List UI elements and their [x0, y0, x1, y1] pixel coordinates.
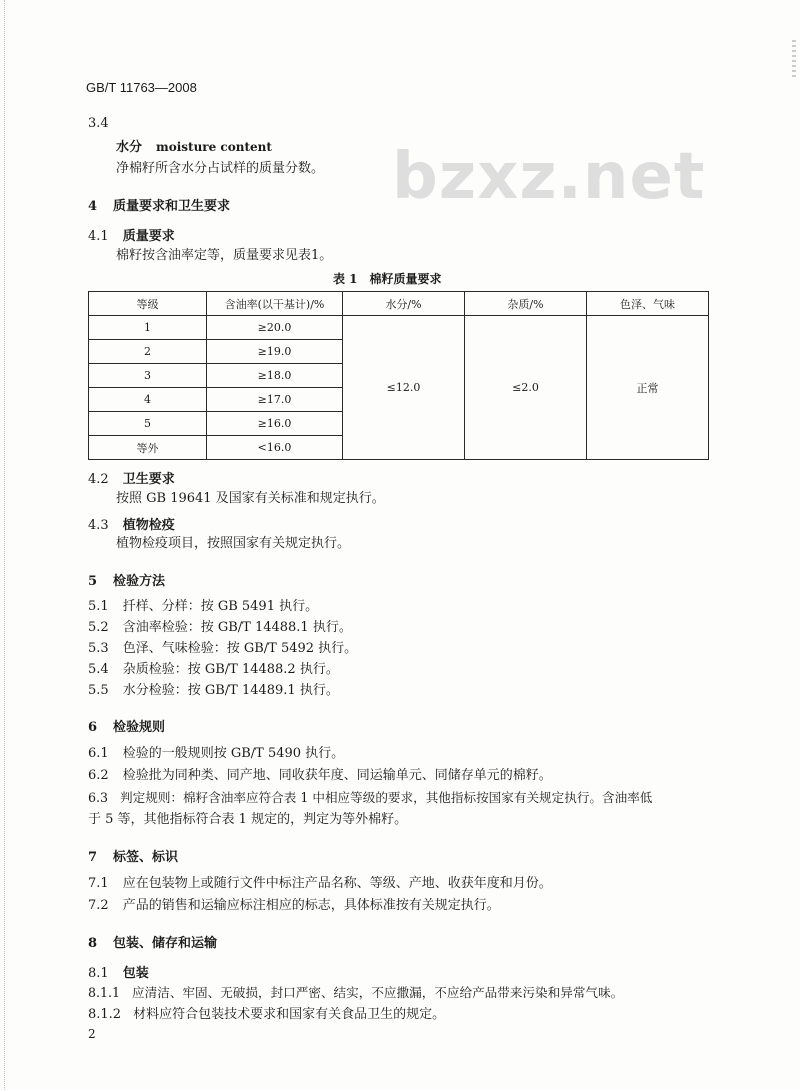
clause-3-4-definition: 净棉籽所含水分占试样的质量分数。: [116, 161, 325, 176]
clause-7-2: [88, 898, 500, 914]
header-impurity: 杂质/%: [465, 292, 587, 316]
grade-cell: 4: [89, 388, 207, 412]
scan-edge: [4, 0, 6, 1090]
clause-text: 判定规则：棉籽含油率应符合表 1 中相应等级的要求，其他指标按国家有关规定执行。含油率低: [120, 790, 653, 805]
clause-text: 色泽、气味检验：按 GB/T 5492 执行。: [122, 641, 358, 656]
section-number: 8: [88, 936, 98, 951]
clause-6-3-continued: 于 5 等，其他指标符合表 1 规定的，判定为等外棉籽。: [88, 812, 408, 827]
clause-text: 应清洁、牢固、无破损，封口严密、结实，不应撒漏，不应给产品带来污染和异常气味。: [132, 985, 624, 1000]
clause-text: 产品的销售和运输应标注相应的标志，具体标准按有关规定执行。: [122, 898, 500, 913]
clause-text: 应在包装物上或随行文件中标注产品名称、等级、产地、收获年度和月份。: [122, 876, 552, 891]
clause-4-3-text: 植物检疫项目，按照国家有关规定执行。: [116, 536, 351, 551]
clause-text: 水分检验：按 GB/T 14489.1 执行。: [122, 683, 339, 698]
header-oil: 含油率(以干基计)/%: [207, 292, 343, 316]
section-number: 5: [88, 574, 98, 589]
term-en: moisture content: [156, 140, 272, 154]
clause-5-1: [88, 599, 318, 615]
clause-number: 5.2: [88, 620, 109, 635]
clause-5-4: [88, 662, 339, 678]
table-header-row: [89, 292, 709, 316]
clause-number: 8.1: [88, 966, 109, 981]
clause-number: 4.2: [88, 472, 109, 487]
clause-title: 植物检疫: [122, 518, 175, 533]
clause-number: 7.1: [88, 876, 109, 891]
clause-number: 6.2: [88, 768, 109, 783]
section-title: 包装、储存和运输: [113, 936, 218, 951]
section-6-heading: [88, 716, 165, 735]
table-row: [89, 316, 709, 340]
header-moisture: 水分/%: [343, 292, 465, 316]
section-5-heading: [88, 570, 165, 589]
grade-cell: 等外: [89, 436, 207, 460]
section-7-heading: [88, 846, 178, 865]
color-smell-cell: 正常: [587, 316, 709, 460]
grade-cell: 5: [89, 412, 207, 436]
section-title: 标签、标识: [113, 850, 179, 865]
page-number: 2: [88, 1027, 96, 1041]
clause-text: 检验的一般规则按 GB/T 5490 执行。: [122, 746, 345, 761]
grade-cell: 3: [89, 364, 207, 388]
clause-5-5: [88, 683, 339, 699]
clause-text: 材料应符合包装技术要求和国家有关食品卫生的规定。: [133, 1007, 446, 1022]
oil-cell: ≥16.0: [207, 412, 343, 436]
table-caption: 表 1 棉籽质量要求: [333, 272, 442, 286]
scan-marks: [792, 40, 796, 80]
clause-4-3-heading: [88, 514, 175, 533]
section-title: 检验方法: [113, 574, 166, 589]
section-number: 4: [88, 199, 98, 214]
clause-3-4-number: 3.4: [88, 116, 109, 131]
clause-number: 7.2: [88, 898, 109, 913]
clause-number: 5.4: [88, 662, 109, 677]
oil-cell: ≥19.0: [207, 340, 343, 364]
quality-table: [88, 291, 709, 460]
oil-cell: <16.0: [207, 436, 343, 460]
clause-4-1-text: 棉籽按含油率定等，质量要求见表1。: [116, 248, 333, 263]
clause-text: 杂质检验：按 GB/T 14488.2 执行。: [122, 662, 339, 677]
clause-5-2: [88, 620, 352, 636]
oil-cell: ≥20.0: [207, 316, 343, 340]
clause-6-1: [88, 746, 344, 762]
grade-cell: 1: [89, 316, 207, 340]
section-number: 7: [88, 850, 98, 865]
clause-number: 8.1.1: [88, 985, 121, 1000]
watermark: bzxz.net: [392, 140, 706, 214]
clause-8-1-2: [88, 1007, 445, 1023]
header-color-smell: 色泽、气味: [587, 292, 709, 316]
impurity-cell: ≤2.0: [465, 316, 587, 460]
clause-4-1-heading: [88, 225, 175, 244]
section-8-heading: [88, 932, 217, 951]
clause-number: 6.3: [88, 790, 109, 805]
term-zh: 水分: [116, 140, 143, 155]
clause-6-2: [88, 768, 552, 784]
clause-title: 卫生要求: [122, 472, 175, 487]
clause-text: 扦样、分样：按 GB 5491 执行。: [122, 599, 319, 614]
clause-4-2-text: 按照 GB 19641 及国家有关标准和规定执行。: [116, 491, 385, 506]
section-title: 检验规则: [113, 720, 166, 735]
section-number: 6: [88, 720, 98, 735]
header-grade: 等级: [89, 292, 207, 316]
oil-cell: ≥18.0: [207, 364, 343, 388]
clause-5-3: [88, 641, 357, 657]
clause-6-3: [88, 790, 652, 806]
clause-text: 检验批为同种类、同产地、同收获年度、同运输单元、同储存单元的棉籽。: [122, 768, 552, 783]
moisture-cell: ≤12.0: [343, 316, 465, 460]
clause-3-4-term: [116, 139, 272, 156]
clause-8-1-heading: [88, 962, 149, 981]
clause-title: 包装: [122, 966, 149, 981]
standard-number: GB/T 11763—2008: [86, 80, 197, 95]
clause-text: 含油率检验：按 GB/T 14488.1 执行。: [122, 620, 352, 635]
clause-number: 4.1: [88, 229, 109, 244]
clause-title: 质量要求: [122, 229, 175, 244]
clause-8-1-1: [88, 985, 623, 1001]
clause-number: 8.1.2: [88, 1007, 122, 1022]
section-4-heading: [88, 195, 230, 214]
clause-number: 5.5: [88, 683, 109, 698]
oil-cell: ≥17.0: [207, 388, 343, 412]
clause-number: 6.1: [88, 746, 109, 761]
clause-number: 5.1: [88, 599, 109, 614]
clause-7-1: [88, 876, 552, 892]
clause-number: 4.3: [88, 518, 109, 533]
section-title: 质量要求和卫生要求: [113, 199, 231, 214]
clause-number: 5.3: [88, 641, 109, 656]
clause-4-2-heading: [88, 468, 175, 487]
grade-cell: 2: [89, 340, 207, 364]
